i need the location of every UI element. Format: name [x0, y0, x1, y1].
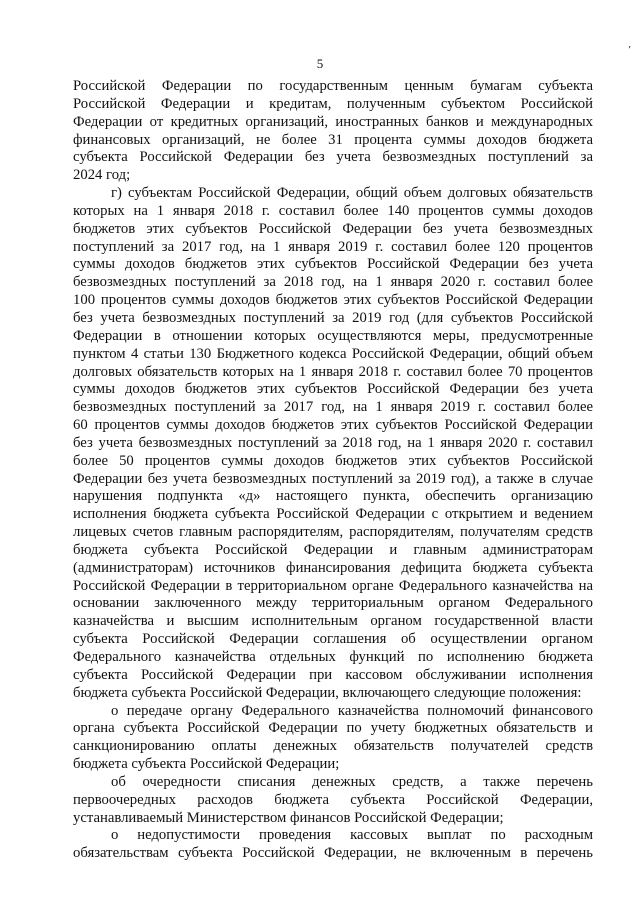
text-line: устанавливаемый Министерством финансов Российской Федерации; — [73, 809, 504, 826]
text-line: бюджетов этих субъектов Российской Федерации без учета безвозмездных — [73, 220, 593, 237]
text-line: Федерации без учета безвозмездных поступлений за 2019 год), а также в случае — [73, 470, 593, 487]
text-line: органа субъекта Российской Федерации по учету бюджетных обязательств и — [73, 720, 593, 737]
text-line: о передаче органу Федерального казначейства полномочий финансового — [111, 702, 593, 719]
text-line: бюджета субъекта Российской Федерации; — [73, 756, 340, 773]
text-line: 60 процентов суммы доходов бюджетов этих субъектов Российской Федерации — [73, 417, 593, 434]
text-line: бюджета субъекта Российской Федерации, включающего следующие положения: — [73, 684, 582, 701]
text-line: о недопустимости проведения кассовых выплат по расходным — [111, 827, 593, 844]
text-line: Российской Федерации по государственным ценным бумагам субъекта — [73, 78, 593, 94]
text-line: более 50 процентов суммы доходов бюджетов этих субъектов Российской — [73, 452, 593, 469]
text-line: без учета безвозмездных поступлений за 2018 год, на 1 января 2020 г. составил — [73, 434, 593, 451]
text-line: безвозмездных поступлений за 2017 год, на 1 января 2019 г. составил более — [73, 399, 593, 416]
text-line: обязательствам субъекта Российской Федерации, не включенным в перечень — [73, 845, 593, 862]
text-line: первоочередных расходов бюджета субъекта Российской Федерации, — [73, 791, 593, 808]
text-line: которых на 1 января 2018 г. составил более 140 процентов суммы доходов — [73, 202, 593, 219]
page-number: 5 — [316, 56, 324, 71]
text-line: долговых обязательств которых на 1 января 2018 г. составил более 70 процентов — [73, 363, 593, 380]
text-line: (администраторам) источников финансирования дефицита бюджета субъекта — [73, 559, 593, 576]
text-line: пунктом 4 статьи 130 Бюджетного кодекса Российской Федерации, общий объем — [73, 345, 593, 362]
text-line: бюджета субъекта Российской Федерации и главным администраторам — [73, 541, 593, 558]
text-line: Федерации от кредитных организаций, иностранных банков и международных — [73, 113, 593, 130]
scan-edge-mark: ’ — [628, 45, 632, 56]
text-line: субъекта Российской Федерации соглашения об осуществлении органом — [73, 631, 593, 648]
text-line: субъекта Российской Федерации при кассовом обслуживании исполнения — [73, 666, 593, 683]
text-line: субъекта Российской Федерации без учета безвозмездных поступлений за — [73, 149, 593, 166]
text-line: Российской Федерации в территориальном органе Федерального казначейства на — [73, 577, 593, 594]
text-line: основании заключенного между территориальным органом Федерального — [73, 595, 593, 612]
text-line: лицевых счетов главным распорядителям, распорядителям, получателям средств — [73, 524, 593, 541]
text-line: суммы доходов бюджетов этих субъектов Российской Федерации без учета — [73, 381, 593, 398]
text-line: г) субъектам Российской Федерации, общий объем долговых обязательств — [111, 185, 593, 202]
text-line: санкционированию оплаты денежных обязательств получателей средств — [73, 738, 593, 755]
text-line: без учета безвозмездных поступлений за 2019 год (для субъектов Российской — [73, 309, 593, 326]
text-line: Российской Федерации и кредитам, полученным субъектом Российской — [73, 95, 593, 112]
text-line: Федерального казначейства отдельных функций по исполнению бюджета — [73, 649, 593, 665]
text-line: финансовых организаций, не более 31 процента суммы доходов бюджета — [73, 131, 593, 148]
text-line: поступлений за 2017 год, на 1 января 2019 г. составил более 120 процентов — [73, 238, 593, 255]
text-line: 100 процентов суммы доходов бюджетов этих субъектов Российской Федерации — [73, 292, 593, 309]
document-body-text — [73, 78, 593, 863]
text-line: Федерации в отношении которых осуществляются меры, предусмотренные — [73, 327, 593, 344]
text-line: исполнения бюджета субъекта Российской Федерации с открытием и ведением — [73, 506, 593, 523]
text-line: нарушения подпункта «д» настоящего пункта, обеспечить организацию — [73, 488, 593, 505]
text-line: об очередности списания денежных средств, а также перечень — [111, 773, 593, 790]
text-line: суммы доходов бюджетов этих субъектов Российской Федерации без учета — [73, 256, 593, 273]
text-line: казначейства и высшим исполнительным органом государственной власти — [73, 613, 593, 630]
text-line: безвозмездных поступлений за 2018 год, на 1 января 2020 г. составил более — [73, 274, 593, 291]
text-line: 2024 год; — [73, 167, 131, 184]
